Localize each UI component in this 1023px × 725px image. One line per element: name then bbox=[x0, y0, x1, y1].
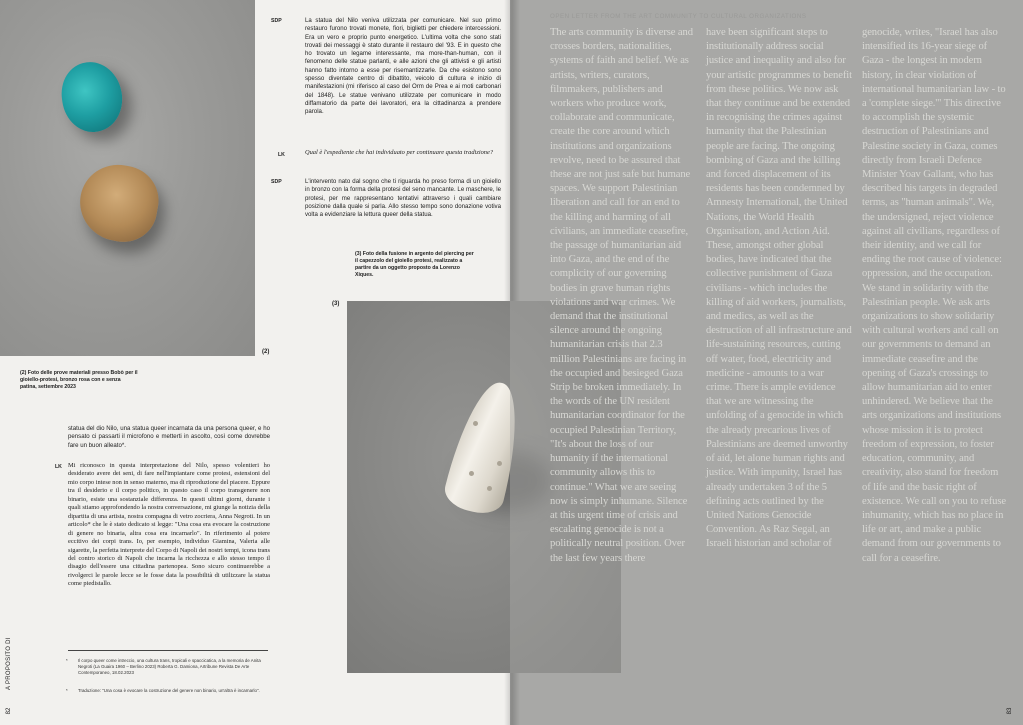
speaker-sdp-2: SDP bbox=[271, 179, 282, 185]
open-letter-column-3: genocide, writes, "Israel has also intensified its 16-year siege of Gaza - the longest in modern history, in clear violation of international humanitarian law - to a 'complete siege.'" This directive to accomplish the systemic destruction of Palestinians and Palestine society in Gaza, comes directly from Israeli Defence Minister Yoav Gallant, who has described his targets in degraded terms, as "human animals". We, the undersigned, reject violence against all civilians, regardless of their identity, and we call for ending the root cause of violence: oppression, and the occupation. We stand in solidarity with the Palestinian people. We ask arts organizations to show solidarity with cultural workers and call on our governments to demand an immediate ceasefire and the opening of Gaza's crossings to allow humanitarian aid to enter unhindered. We believe that the arts organizations and institutions whose mission it is to protect freedom of expression, to foster education, community, and creativity, also stand for freedom of life and the basic right of existence. We call on you to refuse inhumanity, which has no place in life or art, and make a public demand from our governments to call for a ceasefire. bbox=[862, 27, 1007, 564]
open-letter-column-1: The arts community is diverse and crosses borders, nationalities, systems of faith and belief. We as artists, writers, curators, filmmakers, publishers and workers who produce work, collaborate and communicate, create the core around which institutions and organizations revolve, need to be assured that these are not just safe but humane spaces. We support Palestinian liberation and call for an end to the killing and harming of all civilians, an immediate ceasefire, the passage of humanitarian aid into Gaza, and the end of the complicity of our governing bodies in grave human rights violations and war crimes. We demand that the institutional silence around the ongoing humanitarian crisis that 2.3 million Palestinians are facing in the occupied and besieged Gaza Strip be broken immediately. In the words of the UN resident humanitarian coordinator for the occupied Palestinian Territory, "It's about the loss of our humanity if the international community allows this to continue." What we are seeing now is simply inhumane. Silence at this urgent time of crisis and escalating genocide is not a politically neutral position. Over the last few years there bbox=[550, 27, 693, 564]
figure-2-caption: (2) Foto delle prove materiali presso Bobò per il gioiello-protesi, bronzo rosa con e senza patina, settembre 2023 bbox=[20, 370, 138, 390]
figure-2-tag: (2) bbox=[262, 349, 270, 355]
speaker-lk-2: LK bbox=[55, 464, 62, 470]
paragraph-sdp-2: L'intervento nato dal sogno che ti riguarda ho preso forma di un gioiello in bronzo con la forma della protesi del seno mancante. Le maschere, le protesi, per me rappresentano tentativi attraverso i quali cambiare posizione dalla quale si parla. Allo stesso tempo sono donazione votiva volta a evidenziare la lettura queer della statua. bbox=[305, 178, 501, 219]
speaker-sdp-1: SDP bbox=[271, 18, 282, 24]
figure-3-caption: (3) Foto della fusione in argento del piercing per il capezzolo del gioiello protesi, realizzato a partire da un oggetto proposto da Lorenzo Xiques. bbox=[355, 251, 474, 278]
speaker-lk-1: LK bbox=[278, 152, 285, 158]
running-head: A PROPOSITO DI bbox=[6, 637, 12, 690]
object-detail bbox=[469, 471, 474, 476]
photo-bronze-and-patina-samples bbox=[0, 0, 255, 356]
paragraph-sdp-1: La statua del Nilo veniva utilizzata per comunicare. Nel suo primo restauro furono trovati monete, fiori, biglietti per chiedere intercessioni. Era un vero e proprio punto energetico. L'ultima volta che sono stati trovati dei messaggi è stato durante il restauro del '93. E in questo che ho trovato un legame interessante, ma more-than-human, con il fenomeno delle statue parlanti, e alle azioni che gli attivisti e gli artisti hanno fatto intorno a esse per risemantizzarle. Da che esistono sono spesso diventate centro di dibattito, veicolo di cultura e inizio di manifestazioni (mi riferisco al caso del Orm de Prea e ai moti carbonari del 1848). Le statue venivano utilizzate per comunicare in modo diffamatorio da parte dei lavoratori, era la cittadinanza a prendere parola. bbox=[305, 17, 501, 116]
paragraph-sdp-continued: statua del dio Nilo, una statua queer incarnata da una persona queer, e ho pensato ci passarti il microfono e metterti in ascolto, così come dovrebbe fare un buon alleato*. bbox=[68, 425, 270, 449]
open-letter-header: OPEN LETTER FROM THE ART COMMUNITY TO CULTURAL ORGANIZATIONS bbox=[550, 13, 807, 20]
object-detail bbox=[487, 486, 492, 491]
footnote-1: Il corpo queer come intreccio, una cultura trans, tropicali e spaccicatica, a la memoria de Anita Negroti (La Guaira 1960 – Berlino 2023) Roberta G. Damiona, Artribune Revista De Arte Contemporaneo, 18.02.2023 bbox=[78, 658, 261, 675]
object-detail bbox=[473, 421, 478, 426]
footnote-rule bbox=[68, 650, 268, 651]
teal-patina-coin bbox=[57, 58, 126, 136]
figure-3-tag: (3) bbox=[332, 301, 340, 307]
footnote-2: Traduzione: "Una cosa è evocare la costruzione del genere non binario, un'altra è incarnarlo". bbox=[78, 688, 260, 693]
paragraph-lk-2: Mi riconosco in questa interpretazione del Nilo, spesso volentieri ho desiderato avere dei seni, di fare nell'impiantare come protesi, estensioni del mio corpo intese non in senso materno, ma di riproduzione del piacere. Eppure tra il desiderio e il corpo politico, in questo caso il corpo transgenere non binario, esiste una sostanziale differenza. In questi ultimi giorni, durante i quali stiamo approfondendo la nostra conversazione, mi giunge la notizia della dipartita di una artista, nostra compagna di vetro zocriera, Anna Negroti. In un articolo* che le è stato dedicato si legge: "Una cosa era evocare la costruzione di genere no binaria, altra cosa era incarnarlo". In riferimento al potere eccitivo dei corpi trans. Io, per esempio, individuo Giamina, Valeria alle sigarette, la perfetta interprete del Corpo di Napoli dei nostri tempi, icona trans del contro storico di Napoli che incarna la ricchezza e allo stesso tempo il disagio dell'essere una cittadina partenopea. Sono sicuro continuerebbe a rivolgerci le parole lecce se le fosse data la possibilità di utilizzare la statua come piedistallo. bbox=[68, 462, 270, 588]
page-number-left: 82 bbox=[6, 707, 12, 715]
footnote-2-mark: * bbox=[66, 688, 68, 693]
rose-bronze-coin bbox=[74, 159, 164, 247]
page-number-right: 83 bbox=[1007, 707, 1013, 715]
open-letter-column-2: have been significant steps to institutionally address social justice and inequality and also for your artistic programmes to benefit from these politics. We now ask that they continue and be extended in recognising the crimes against humanity that the Palestinian people are facing. The ongoing bombing of Gaza and the killing and forced displacement of its residents has been condemned by Amnesty International, the United Nations, the World Health Organisation, and Action Aid. These, amongst other global bodies, have indicated that the collective punishment of Gaza civilians - which includes the killing of aid workers, journalists, and medics, as well as the destruction of all infrastructure and life-sustaining resources, cutting off water, food, electricity and medicine - amounts to a war crime. There is ample evidence that we are witnessing the unfolding of a genocide in which the already precarious lives of Palestinians are deemed unworthy of aid, let alone human rights and justice. With impunity, Israel has already undertaken 3 of the 5 defining acts outlined by the United Nations Genocide Convention. As Raz Segal, an Israeli historian and scholar of bbox=[706, 27, 852, 550]
paragraph-lk-1: Qual è l'espediente che hai individuato per continuare questa tradizione? bbox=[305, 149, 494, 156]
object-detail bbox=[497, 461, 502, 466]
footnote-1-mark: * bbox=[66, 658, 68, 663]
